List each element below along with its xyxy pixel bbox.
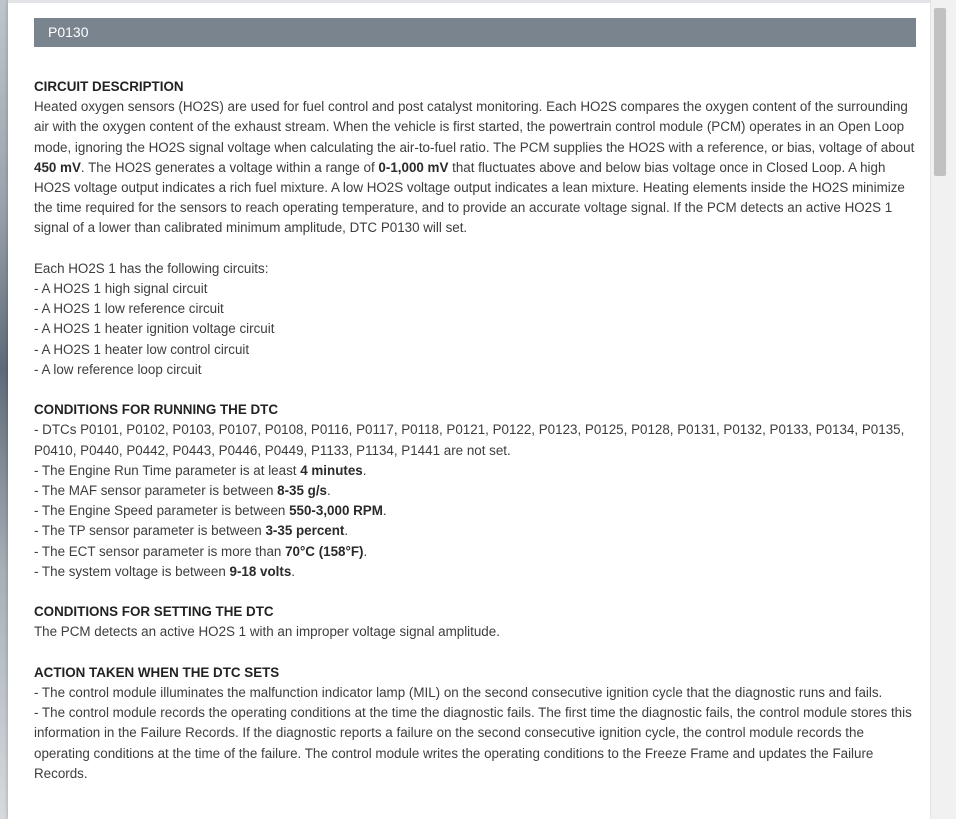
- circuit-description-title: CIRCUIT DESCRIPTION: [34, 79, 184, 94]
- document-content: [34, 77, 918, 784]
- circuit-item: - A low reference loop circuit: [34, 361, 202, 377]
- panel-top-border: [8, 0, 930, 3]
- scrollbar-thumb[interactable]: [934, 8, 946, 176]
- vertical-scrollbar[interactable]: [930, 0, 956, 819]
- condition-item: - The MAF sensor parameter is between 8-35 g/s.: [34, 483, 331, 499]
- action-item: - The control module illuminates the malfunction indicator lamp (MIL) on the second consecutive ignition cycle that the diagnostic runs and fails.: [34, 685, 883, 701]
- circuit-item: - A HO2S 1 heater ignition voltage circuit: [34, 321, 275, 337]
- conditions-setting-title: CONDITIONS FOR SETTING THE DTC: [34, 604, 274, 620]
- background-edge: [0, 0, 8, 819]
- condition-item: - The ECT sensor parameter is more than 70°C (158°F).: [34, 543, 368, 559]
- circuit-item: - A HO2S 1 heater low control circuit: [34, 341, 250, 357]
- circuit-description-text: Heated oxygen sensors (HO2S) are used for fuel control and post catalyst monitoring. Each HO2S compares the oxygen content of the surrounding air with the oxygen content of the exhaust stream. When the vehicle is first started, the powertrain control module (PCM) operates in an Open Loop mode, ignoring the HO2S signal voltage when calculating the air-to-fuel ratio. The PCM supplies the HO2S with a reference, or bias, voltage of about 450 mV. The HO2S generates a voltage within a range of 0-1,000 mV that fluctuates above and below bias voltage once in Closed Loop. A high HO2S voltage output indicates a rich fuel mixture. A low HO2S voltage output indicates a lean mixture. Heating elements inside the HO2S minimize the time required for the sensors to reach operating temperature, and to provide an accurate voltage signal. If the PCM detects an active HO2S 1 signal of a lower than calibrated minimum amplitude, DTC P0130 will set.: [34, 99, 915, 236]
- condition-item: - The Engine Run Time parameter is at least 4 minutes.: [34, 462, 367, 478]
- dtc-code-header: P0130: [34, 18, 916, 47]
- circuit-item: - A HO2S 1 high signal circuit: [34, 281, 208, 297]
- condition-item: - The system voltage is between 9-18 volts.: [34, 563, 296, 579]
- circuit-item: - A HO2S 1 low reference circuit: [34, 301, 224, 317]
- condition-item: - The Engine Speed parameter is between 550-3,000 RPM.: [34, 503, 387, 519]
- dtc-list-item: - DTCs P0101, P0102, P0103, P0107, P0108, P0116, P0117, P0118, P0121, P0122, P0123, P0125, P0128, P0131, P0132, P0133, P0134, P0135, P0410, P0440, P0442, P0443, P0446, P0449, P1133, P1134, P1441 are not set.: [34, 422, 905, 458]
- document-panel: [8, 0, 930, 819]
- conditions-setting-text: The PCM detects an active HO2S 1 with an improper voltage signal amplitude.: [34, 624, 500, 640]
- action-taken-title: ACTION TAKEN WHEN THE DTC SETS: [34, 664, 280, 680]
- action-item: - The control module records the operating conditions at the time the diagnostic fails. The first time the diagnostic fails, the control module stores this information in the Failure Records. If the diagnostic reports a failure on the second consecutive ignition cycle, the control module records the operating conditions at the time of the failure. The control module writes the operating conditions to the Freeze Frame and updates the Failure Records.: [34, 705, 912, 781]
- condition-item: - The TP sensor parameter is between 3-35 percent.: [34, 523, 349, 539]
- conditions-running-title: CONDITIONS FOR RUNNING THE DTC: [34, 402, 278, 418]
- circuits-intro: Each HO2S 1 has the following circuits:: [34, 260, 269, 276]
